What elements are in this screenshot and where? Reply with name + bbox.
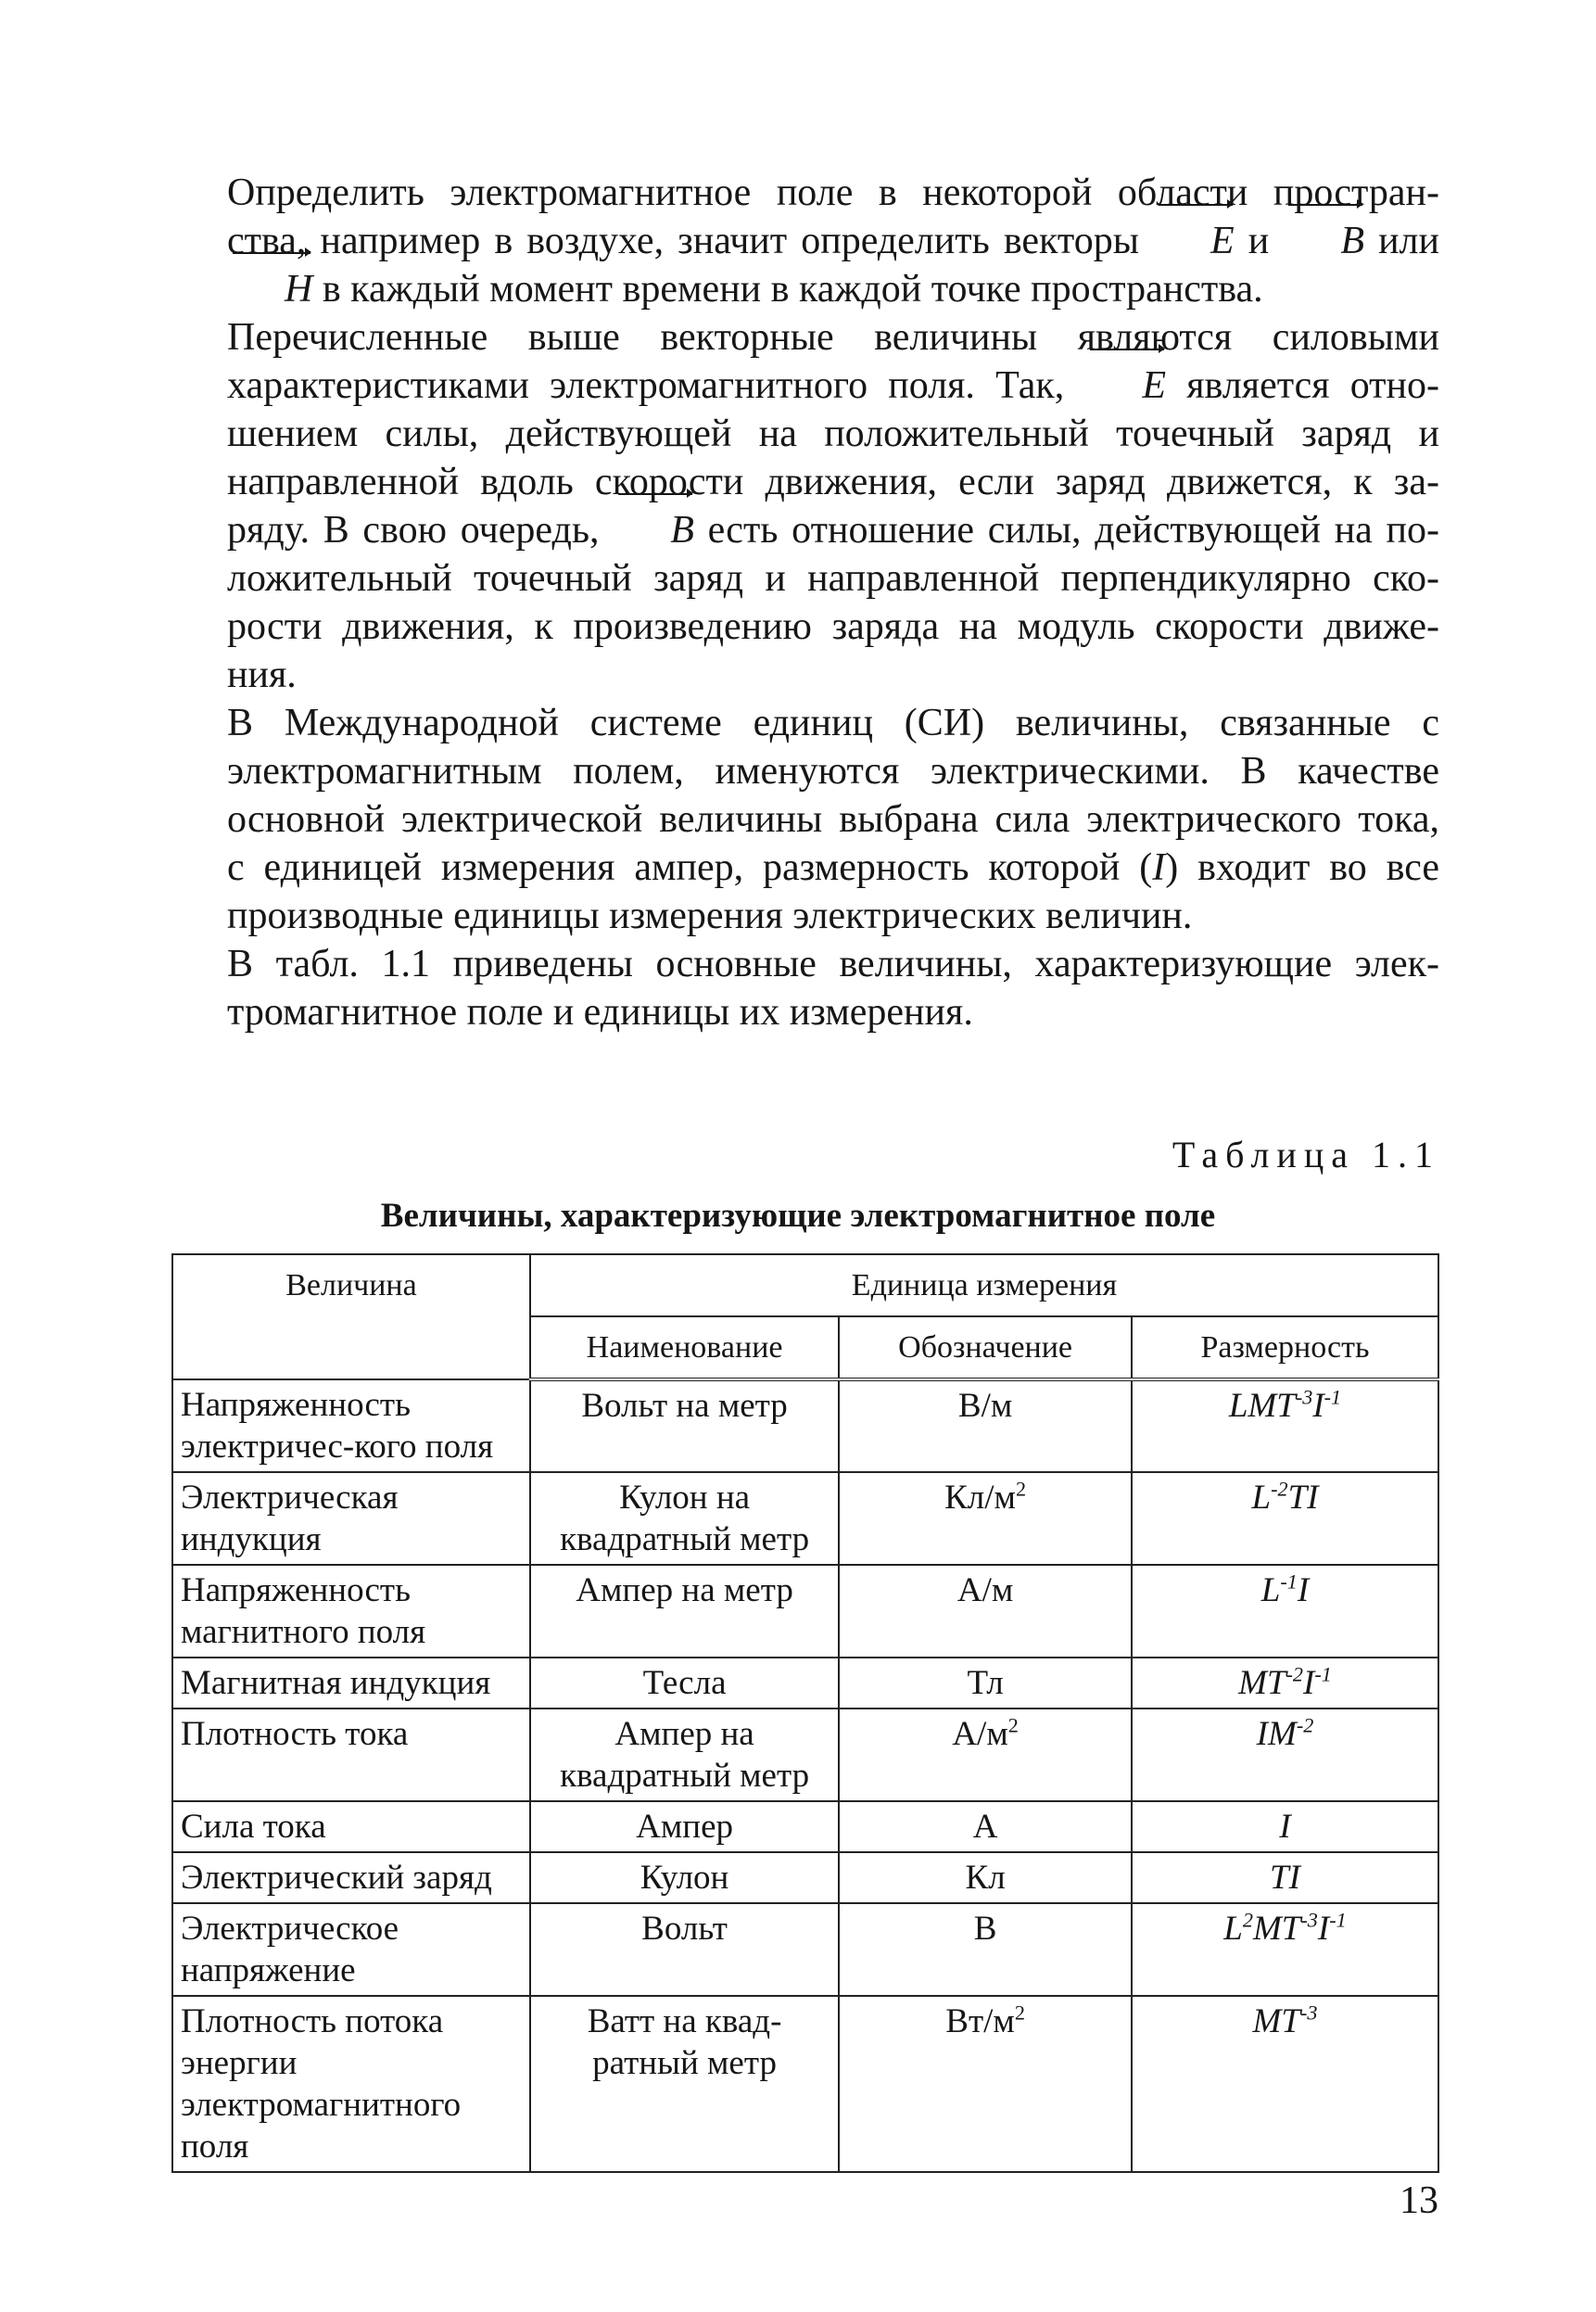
text-line: основной электрической величины выбрана сила электрического тока, <box>227 798 1439 841</box>
table-row <box>172 1472 1438 1565</box>
vector-symbol: E <box>1153 217 1235 265</box>
text-line: ложительный точечный заряд и направленной перпендикулярно ско- <box>227 557 1439 600</box>
dimension-cell: $MT^{-2}I^{-1}$ <box>1132 1658 1438 1709</box>
quantity-cell: Электрическое напряжение <box>172 1903 530 1996</box>
quantity-cell: Магнитная индукция <box>172 1658 530 1709</box>
text-line: с единицей измерения ампер, размерность которой (I) входит во все <box>227 846 1439 889</box>
paragraph <box>170 313 1439 699</box>
dimension-cell: $L^2MT^{-3}I^{-1}$ <box>1132 1903 1438 1996</box>
vector-symbol: E <box>1084 362 1166 410</box>
table-label: Таблица 1.1 <box>1172 1134 1440 1175</box>
quantity-cell: Плотность потока энергии электромагнитного поля <box>172 1996 530 2172</box>
quantity-cell: Плотность тока <box>172 1709 530 1801</box>
unit-symbol-cell: $Кл/м^2$ <box>839 1472 1132 1565</box>
dimension-cell: I <box>1132 1801 1438 1852</box>
table-row <box>172 1996 1438 2172</box>
unit-symbol-cell: Тл <box>839 1658 1132 1709</box>
dimension-cell: $IM^{-2}$ <box>1132 1709 1438 1801</box>
header-dimension: Размерность <box>1132 1316 1438 1379</box>
table-title: Величины, характеризующие электромагнитное поле <box>380 1197 1216 1235</box>
table-row <box>172 1852 1438 1903</box>
header-name: Наименование <box>530 1316 839 1379</box>
table-row <box>172 1658 1438 1709</box>
vector-symbol: B <box>1283 217 1364 265</box>
unit-name-cell: Вольт <box>530 1903 839 1996</box>
paragraph <box>170 940 1439 1036</box>
text-line: рости движения, к произведению заряда на модуль скорости движе- <box>227 605 1439 648</box>
table-body <box>172 1379 1438 2172</box>
header-quantity: Величина <box>172 1254 530 1379</box>
unit-name-cell: Ампер <box>530 1801 839 1852</box>
quantity-cell: Электрический заряд <box>172 1852 530 1903</box>
vector-symbol: B <box>613 506 694 554</box>
text-line: электромагнитным полем, именуются электрическими. В качестве <box>227 750 1439 793</box>
unit-name-cell: Тесла <box>530 1658 839 1709</box>
dimension-cell: $L^{-1}I$ <box>1132 1565 1438 1658</box>
text-line: H в каждый момент времени в каждой точке пространства. <box>170 265 1439 313</box>
paragraph <box>170 169 1439 313</box>
dimension-cell: $LMT^{-3}I^{-1}$ <box>1132 1379 1438 1472</box>
text-line: Определить электромагнитное поле в некоторой области простран- <box>227 171 1439 214</box>
unit-symbol-cell: А <box>839 1801 1132 1852</box>
vector-symbol: H <box>227 265 312 313</box>
paragraph <box>170 699 1439 940</box>
table-row <box>172 1801 1438 1852</box>
unit-name-cell: Кулон на квадратный метр <box>530 1472 839 1565</box>
italic-symbol: I <box>1152 846 1166 889</box>
text-line: В Международной системе единиц (СИ) величины, связанные с <box>227 702 1439 744</box>
unit-symbol-cell: Кл <box>839 1852 1132 1903</box>
header-symbol: Обозначение <box>839 1316 1132 1379</box>
text-line: В табл. 1.1 приведены основные величины, характеризующие элек- <box>227 943 1439 985</box>
text-line: производные единицы измерения электрических величин. <box>227 895 1193 937</box>
header-unit: Единица измерения <box>530 1254 1438 1316</box>
text-line: ряду. В свою очередь, B есть отношение силы, действующей на по- <box>170 506 1439 554</box>
unit-name-cell: Кулон <box>530 1852 839 1903</box>
unit-symbol-cell: А/м <box>839 1565 1132 1658</box>
unit-name-cell: Ампер на метр <box>530 1565 839 1658</box>
dimension-cell: TI <box>1132 1852 1438 1903</box>
quantity-cell: Сила тока <box>172 1801 530 1852</box>
quantity-cell: Напряженность магнитного поля <box>172 1565 530 1658</box>
table-row <box>172 1565 1438 1658</box>
unit-name-cell: Вольт на метр <box>530 1379 839 1472</box>
dimension-cell: $MT^{-3}$ <box>1132 1996 1438 2172</box>
unit-symbol-cell: $Вт/м^2$ <box>839 1996 1132 2172</box>
text-line: тромагнитное поле и единицы их измерения. <box>227 991 973 1034</box>
unit-symbol-cell: $А/м^2$ <box>839 1709 1132 1801</box>
unit-symbol-cell: В/м <box>839 1379 1132 1472</box>
text-line: направленной вдоль скорости движения, если заряд движется, к за- <box>227 461 1439 503</box>
text-line: характеристиками электромагнитного поля. Так, E является отно- <box>170 362 1439 410</box>
text-line: ния. <box>227 654 297 696</box>
text-line: шением силы, действующей на положительный точечный заряд и <box>227 413 1439 455</box>
text-line: Перечисленные выше векторные величины являются силовыми <box>227 316 1439 359</box>
unit-name-cell: Ампер на квадратный метр <box>530 1709 839 1801</box>
body-text <box>170 169 1439 1036</box>
units-table <box>171 1253 1439 2173</box>
dimension-cell: $L^{-2}TI$ <box>1132 1472 1438 1565</box>
table-row <box>172 1903 1438 1996</box>
page-number: 13 <box>1400 2179 1438 2222</box>
table-row <box>172 1709 1438 1801</box>
text-line: ства, например в воздухе, значит определить векторы E и B или <box>170 217 1439 265</box>
quantity-cell: Электрическая индукция <box>172 1472 530 1565</box>
unit-name-cell: Ватт на квад-ратный метр <box>530 1996 839 2172</box>
unit-symbol-cell: В <box>839 1903 1132 1996</box>
table-row <box>172 1379 1438 1472</box>
quantity-cell: Напряженность электричес-кого поля <box>172 1379 530 1472</box>
